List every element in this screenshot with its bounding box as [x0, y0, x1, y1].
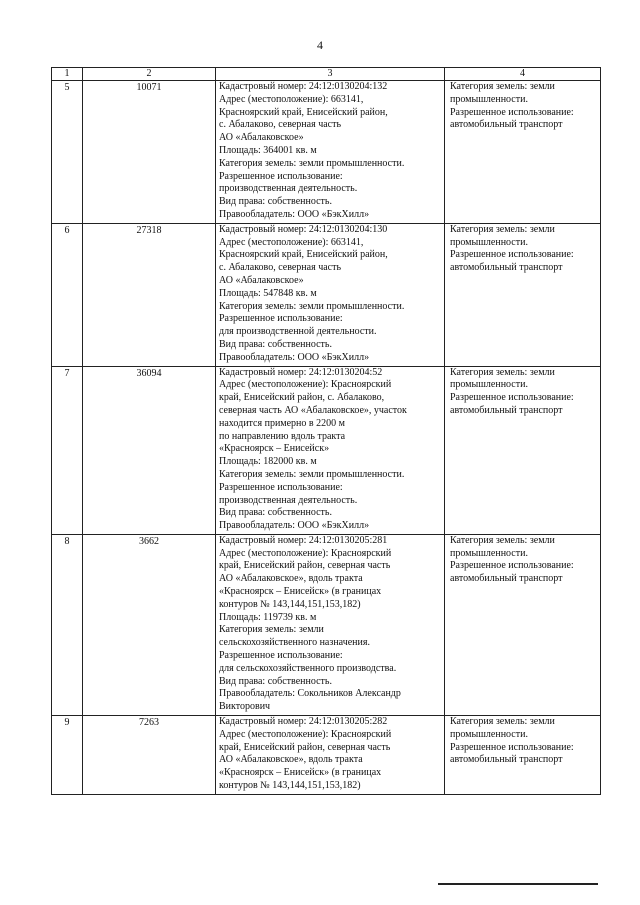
- category-line: автомобильный транспорт: [450, 262, 563, 274]
- description-line: Разрешенное использование:: [219, 650, 343, 662]
- description-line: «Красноярск – Енисейск» (в границах: [219, 767, 382, 779]
- parcel-description-cell: [216, 534, 445, 715]
- category-line: промышленности.: [450, 379, 528, 391]
- description-line: «Красноярск – Енисейск»: [219, 443, 330, 455]
- description-line: Площадь: 364001 кв. м: [219, 144, 317, 156]
- description-line: северная часть АО «Абалаковское», участок: [219, 404, 407, 416]
- category-line: Категория земель: земли: [450, 223, 555, 235]
- description-line: для сельскохозяйственного производства.: [219, 662, 397, 674]
- description-line: Кадастровый номер: 24:12:0130204:132: [219, 81, 388, 92]
- category-line: промышленности.: [450, 236, 528, 248]
- description-line: Красноярский край, Енисейский район,: [219, 106, 388, 118]
- land-category-cell: [445, 81, 601, 224]
- row-index-cell: 5: [52, 81, 83, 224]
- table-row: [52, 81, 601, 224]
- table-row: [52, 223, 601, 366]
- description-line: производственная деятельность.: [219, 494, 358, 506]
- description-line: Площадь: 119739 кв. м: [219, 611, 317, 623]
- parcel-description-cell: [216, 223, 445, 366]
- description-line: Разрешенное использование:: [219, 170, 343, 182]
- area-code-cell: 10071: [83, 81, 216, 224]
- parcel-description-cell: [216, 366, 445, 534]
- land-category-cell: [445, 534, 601, 715]
- table-row: [52, 366, 601, 534]
- description-line: Вид права: собственность.: [219, 196, 332, 208]
- description-line: Адрес (местоположение): 663141,: [219, 93, 364, 105]
- description-line: Категория земель: земли промышленности.: [219, 468, 405, 480]
- category-line: промышленности.: [450, 93, 528, 105]
- description-line: Кадастровый номер: 24:12:0130205:281: [219, 534, 388, 546]
- page-number: 4: [317, 38, 323, 52]
- description-line: Кадастровый номер: 24:12:0130205:282: [219, 716, 388, 728]
- category-line: Разрешенное использование:: [450, 249, 574, 261]
- category-line: Категория земель: земли: [450, 366, 555, 378]
- land-parcels-table: [51, 67, 601, 795]
- category-line: Разрешенное использование:: [450, 392, 574, 404]
- description-line: край, Енисейский район, северная часть: [219, 560, 391, 572]
- description-line: сельскохозяйственного назначения.: [219, 637, 370, 649]
- category-line: Разрешенное использование:: [450, 741, 574, 753]
- row-index-cell: 6: [52, 223, 83, 366]
- area-code-cell: 27318: [83, 223, 216, 366]
- category-line: автомобильный транспорт: [450, 754, 563, 766]
- category-line: Разрешенное использование:: [450, 106, 574, 118]
- description-line: находится примерно в 2200 м: [219, 417, 345, 429]
- table-row: [52, 534, 601, 715]
- category-line: автомобильный транспорт: [450, 573, 563, 585]
- description-line: с. Абалаково, северная часть: [219, 119, 342, 131]
- category-line: промышленности.: [450, 547, 528, 559]
- description-line: Категория земель: земли промышленности.: [219, 157, 405, 169]
- description-line: Вид права: собственность.: [219, 675, 332, 687]
- description-line: Правообладатель: Сокольников Александр: [219, 688, 401, 700]
- description-line: Правообладатель: ООО «БэкХилл»: [219, 520, 370, 532]
- category-line: Категория земель: земли: [450, 534, 555, 546]
- land-category-cell: [445, 716, 601, 795]
- description-line: Правообладатель: ООО «БэкХилл»: [219, 208, 370, 220]
- description-line: АО «Абалаковское»: [219, 274, 304, 286]
- description-line: Площадь: 547848 кв. м: [219, 287, 317, 299]
- description-line: Кадастровый номер: 24:12:0130204:52: [219, 366, 383, 378]
- description-line: Вид права: собственность.: [219, 507, 332, 519]
- column-header-2: 2: [83, 68, 216, 81]
- area-code-cell: 7263: [83, 716, 216, 795]
- category-line: Категория земель: земли: [450, 81, 555, 92]
- description-line: АО «Абалаковское»: [219, 132, 304, 144]
- category-line: автомобильный транспорт: [450, 404, 563, 416]
- description-line: Разрешенное использование:: [219, 313, 343, 325]
- parcel-description-cell: [216, 81, 445, 224]
- table-header-row: [52, 68, 601, 81]
- parcel-description-cell: [216, 716, 445, 795]
- category-line: автомобильный транспорт: [450, 119, 563, 131]
- category-line: Разрешенное использование:: [450, 560, 574, 572]
- land-category-cell: [445, 366, 601, 534]
- description-line: для производственной деятельности.: [219, 326, 377, 338]
- description-line: производственная деятельность.: [219, 183, 358, 195]
- table-body: [52, 81, 601, 795]
- column-header-3: 3: [216, 68, 445, 81]
- description-line: Вид права: собственность.: [219, 338, 332, 350]
- description-line: Категория земель: земли: [219, 624, 324, 636]
- description-line: Адрес (местоположение): Красноярский: [219, 379, 392, 391]
- bottom-rule: [438, 883, 598, 885]
- description-line: АО «Абалаковское», вдоль тракта: [219, 754, 363, 766]
- description-line: Адрес (местоположение): 663141,: [219, 236, 364, 248]
- description-line: Викторович: [219, 701, 271, 713]
- description-line: контуров № 143,144,151,153,182): [219, 780, 361, 792]
- category-line: промышленности.: [450, 728, 528, 740]
- row-index-cell: 8: [52, 534, 83, 715]
- description-line: Разрешенное использование:: [219, 481, 343, 493]
- description-line: Категория земель: земли промышленности.: [219, 300, 405, 312]
- area-code-cell: 3662: [83, 534, 216, 715]
- description-line: Правообладатель: ООО «БэкХилл»: [219, 351, 370, 363]
- column-header-1: 1: [52, 68, 83, 81]
- row-index-cell: 9: [52, 716, 83, 795]
- description-line: Красноярский край, Енисейский район,: [219, 249, 388, 261]
- description-line: контуров № 143,144,151,153,182): [219, 598, 361, 610]
- description-line: с. Абалаково, северная часть: [219, 262, 342, 274]
- row-index-cell: 7: [52, 366, 83, 534]
- description-line: АО «Абалаковское», вдоль тракта: [219, 573, 363, 585]
- land-category-cell: [445, 223, 601, 366]
- table-row: [52, 716, 601, 795]
- description-line: край, Енисейский район, с. Абалаково,: [219, 392, 385, 404]
- description-line: Кадастровый номер: 24:12:0130204:130: [219, 223, 388, 235]
- description-line: край, Енисейский район, северная часть: [219, 741, 391, 753]
- description-line: Адрес (местоположение): Красноярский: [219, 728, 392, 740]
- description-line: Площадь: 182000 кв. м: [219, 456, 317, 468]
- area-code-cell: 36094: [83, 366, 216, 534]
- description-line: «Красноярск – Енисейск» (в границах: [219, 586, 382, 598]
- description-line: Адрес (местоположение): Красноярский: [219, 547, 392, 559]
- description-line: по направлению вдоль тракта: [219, 430, 346, 442]
- category-line: Категория земель: земли: [450, 716, 555, 728]
- column-header-4: 4: [445, 68, 601, 81]
